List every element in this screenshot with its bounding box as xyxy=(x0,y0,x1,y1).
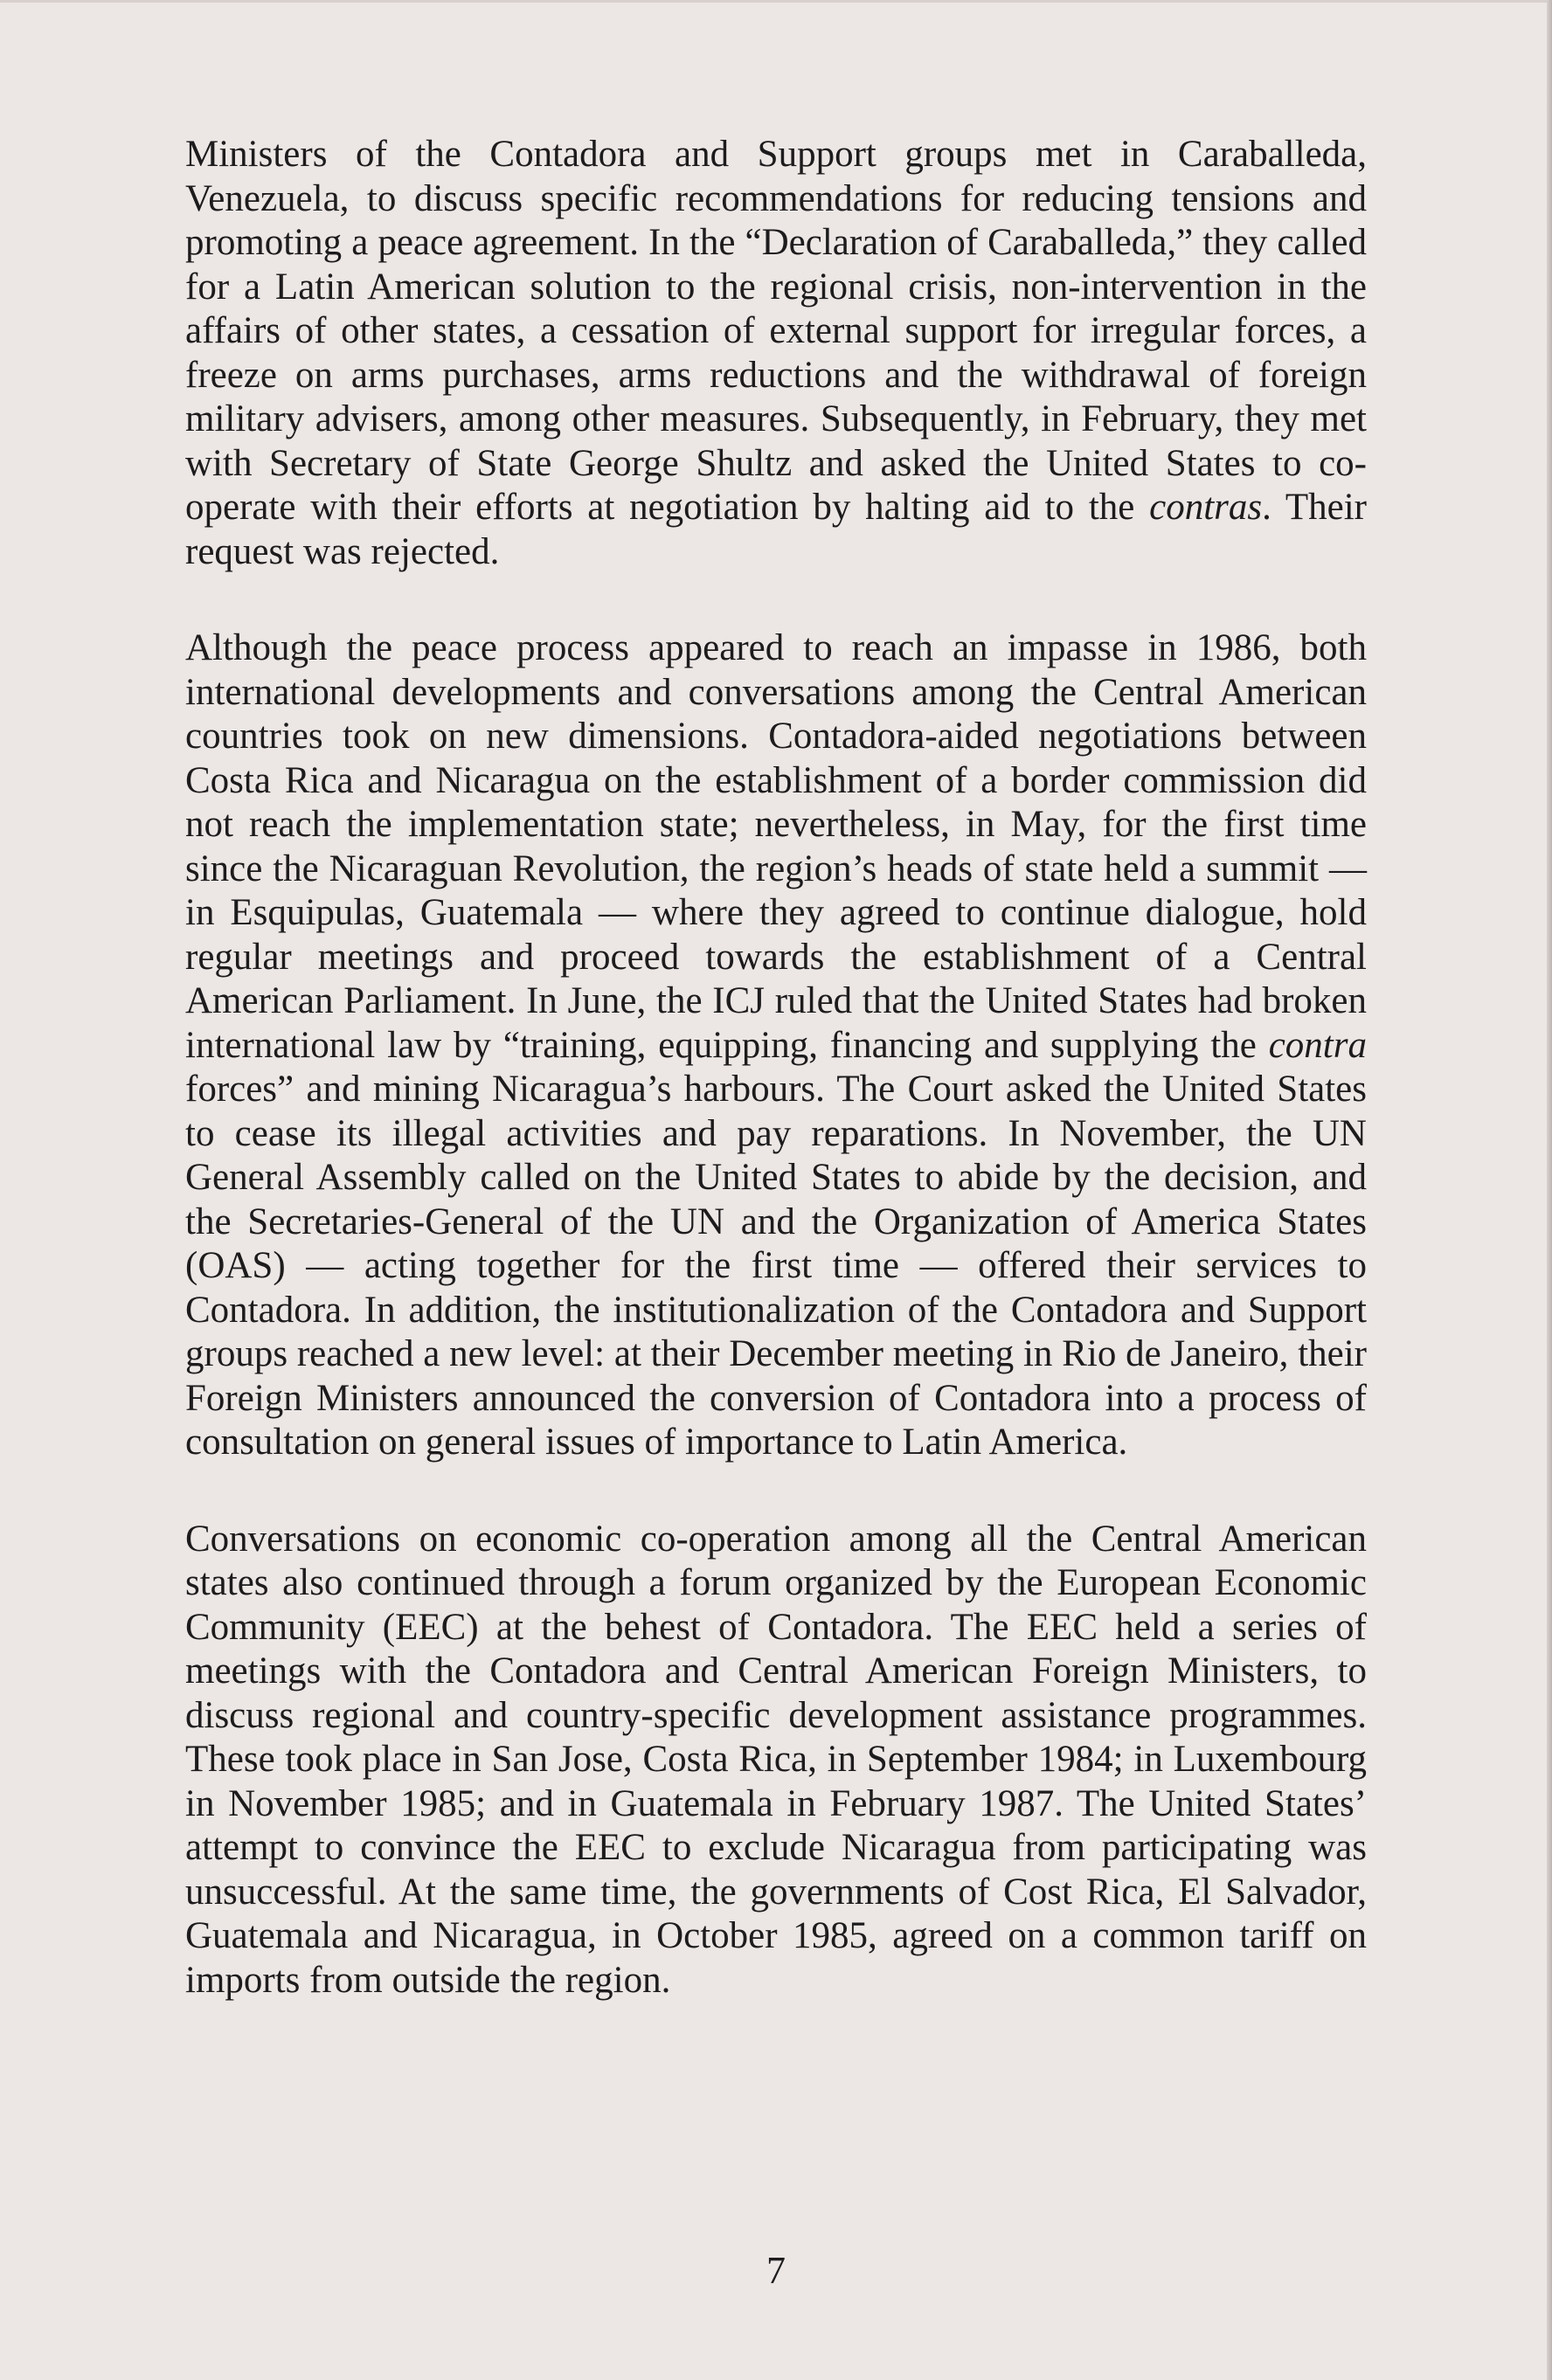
body-text xyxy=(185,133,1367,2055)
paragraph-economic-cooperation xyxy=(185,1518,1367,2003)
paragraph-1-text-b: . Their request was rejected. xyxy=(185,487,1367,572)
paragraph-caraballeda xyxy=(185,133,1367,574)
paragraph-impasse-1986 xyxy=(185,626,1367,1465)
paragraph-1-text-a: Ministers of the Contadora and Support groups met in Caraballeda, Venezuela, to discuss specific recommendations for reducing tensions and promoting a peace agreement. In the “Declaration of Caraballeda,” they called for a Latin American solution to the regional crisis, non-intervention in the affairs of other states, a cessation of external support for irregular forces, a freeze on arms purchases, arms reductions and the withdrawal of foreign military advisers, among other measures. Subsequently, in February, they met with Secretary of State George Shultz and asked the United States to co-operate with their efforts at negotiation by halting aid to the xyxy=(185,134,1367,528)
page-top-edge xyxy=(0,0,1552,3)
paragraph-2-text-b: forces” and mining Nicaragua’s harbours. The Court asked the United States to cease its illegal activities and pay reparations. In November, the UN General Assembly called on the United States to abide by the decision, and the Secretaries-General of the UN and the Organization of America States (OAS) — acting together for the first time — offered their services to Contadora. In addition, the institutionalization of the Contadora and Support groups reached a new level: at their December meeting in Rio de Janeiro, their Foreign Ministers announced the conversion of Contadora into a process of consultation on general issues of importance to Latin America. xyxy=(185,1069,1367,1463)
page-number: 7 xyxy=(766,2249,786,2292)
paragraph-2-text-a: Although the peace process appeared to reach an impasse in 1986, both international developments and conversations among the Central American countries took on new dimensions. Contadora-aided negotiations between Costa Rica and Nicaragua on the establishment of a border commission did not reach the implementation state; nevertheless, in May, for the first time since the Nicaraguan Revolution, the region’s heads of state held a summit — in Esquipulas, Guatemala — where they agreed to continue dialogue, hold regular meetings and proceed towards the establishment of a Central American Parliament. In June, the ICJ ruled that the United States had broken international law by “training, equipping, financing and supplying the xyxy=(185,627,1367,1066)
paragraph-3-text: Conversations on economic co-operation among all the Central American states also continued through a forum organized by the European Economic Community (EEC) at the behest of Contadora. The EEC held a series of meetings with the Contadora and Central American Foreign Ministers, to discuss regional and country-specific development assistance programmes. These took place in San Jose, Costa Rica, in September 1984; in Luxembourg in November 1985; and in Guatemala in February 1987. The United States’ attempt to convince the EEC to exclude Nicaragua from participating was unsuccessful. At the same time, the governments of Cost Rica, El Salvador, Guatemala and Nicaragua, in October 1985, agreed on a common tariff on imports from outside the region. xyxy=(185,1518,1367,2001)
paragraph-2-italic-contra: contra xyxy=(1268,1024,1367,1066)
paragraph-1-italic-contras: contras xyxy=(1149,487,1263,528)
page-right-edge xyxy=(1547,0,1552,2380)
